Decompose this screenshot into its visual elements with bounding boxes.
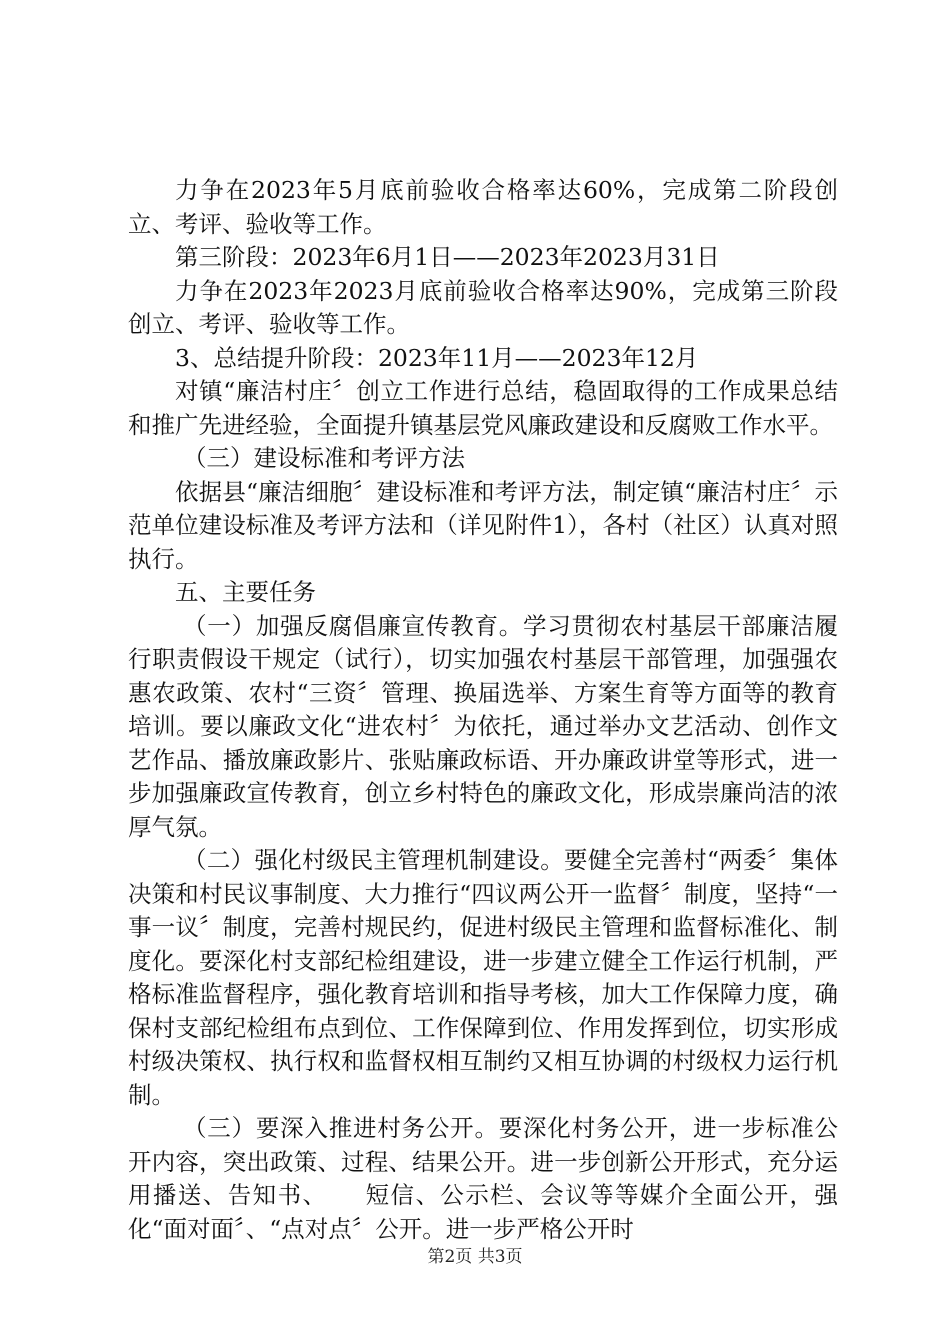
paragraph-summary-stage-heading: 3、总结提升阶段：2023年11月——2023年12月 — [175, 343, 699, 372]
paragraph-stage2-goal: 力争在2023年5月底前验收合格率达60%，完成第二阶段创立、考评、验收等工作。 — [128, 176, 838, 238]
document-body — [128, 174, 838, 1246]
paragraph-task-1: （一）加强反腐倡廉宣传教育。学习贯彻农村基层干部廉洁履行职责假设干规定（试行），切实加强农村基层干部管理，加强强农惠农政策、农村“三资〞管理、换届选举、方案生育等方面等的教育培训。要以廉政文化“进农村〞为依托，通过举办文艺活动、创作文艺作品、播放廉政影片、张贴廉政标语、开办廉政讲堂等形式，进一步加强廉政宣传教育，创立乡村特色的廉政文化，形成崇廉尚洁的浓厚气氛。 — [128, 611, 838, 841]
paragraph-task-3: （三）要深入推进村务公开。要深化村务公开，进一步标准公开内容，突出政策、过程、结果公开。进一步创新公开形式，充分运用播送、告知书、 短信、公示栏、会议等等媒介全面公开，强化“面对面〞、“点对点〞公开。进一步严格公开时 — [128, 1114, 838, 1243]
page-footer: 第2页 共3页 — [427, 1247, 523, 1267]
section-heading-standards: （三）建设标准和考评方法 — [183, 444, 465, 472]
paragraph-stage3-goal: 力争在2023年2023月底前验收合格率达90%，完成第三阶段创立、考评、验收等工作。 — [128, 276, 838, 338]
paragraph-stage3-heading: 第三阶段：2023年6月1日——2023年2023月31日 — [175, 243, 720, 271]
paragraph-task-2: （二）强化村级民主管理机制建设。要健全完善村“两委〞集体决策和村民议事制度、大力推行“四议两公开一监督〞制度，坚持“一事一议〞制度，完善村规民约，促进村级民主管理和监督标准化、制度化。要深化村支部纪检组建设，进一步建立健全工作运行机制，严格标准监督程序，强化教育培训和指导考核，加大工作保障力度，确保村支部纪检组布点到位、工作保障到位、作用发挥到位，切实形成村级决策权、执行权和监督权相互制约又相互协调的村级权力运行机制。 — [128, 846, 838, 1109]
paragraph-standards-body: 依据县“廉洁细胞〞建设标准和考评方法，制定镇“廉洁村庄〞示范单位建设标准及考评方法和（详见附件1），各村（社区）认真对照执行。 — [128, 477, 838, 573]
paragraph-summary-stage-body: 对镇“廉洁村庄〞创立工作进行总结，稳固取得的工作成果总结和推广先进经验，全面提升镇基层党风廉政建设和反腐败工作水平。 — [128, 377, 838, 439]
section-heading-main-tasks: 五、主要任务 — [175, 578, 316, 606]
